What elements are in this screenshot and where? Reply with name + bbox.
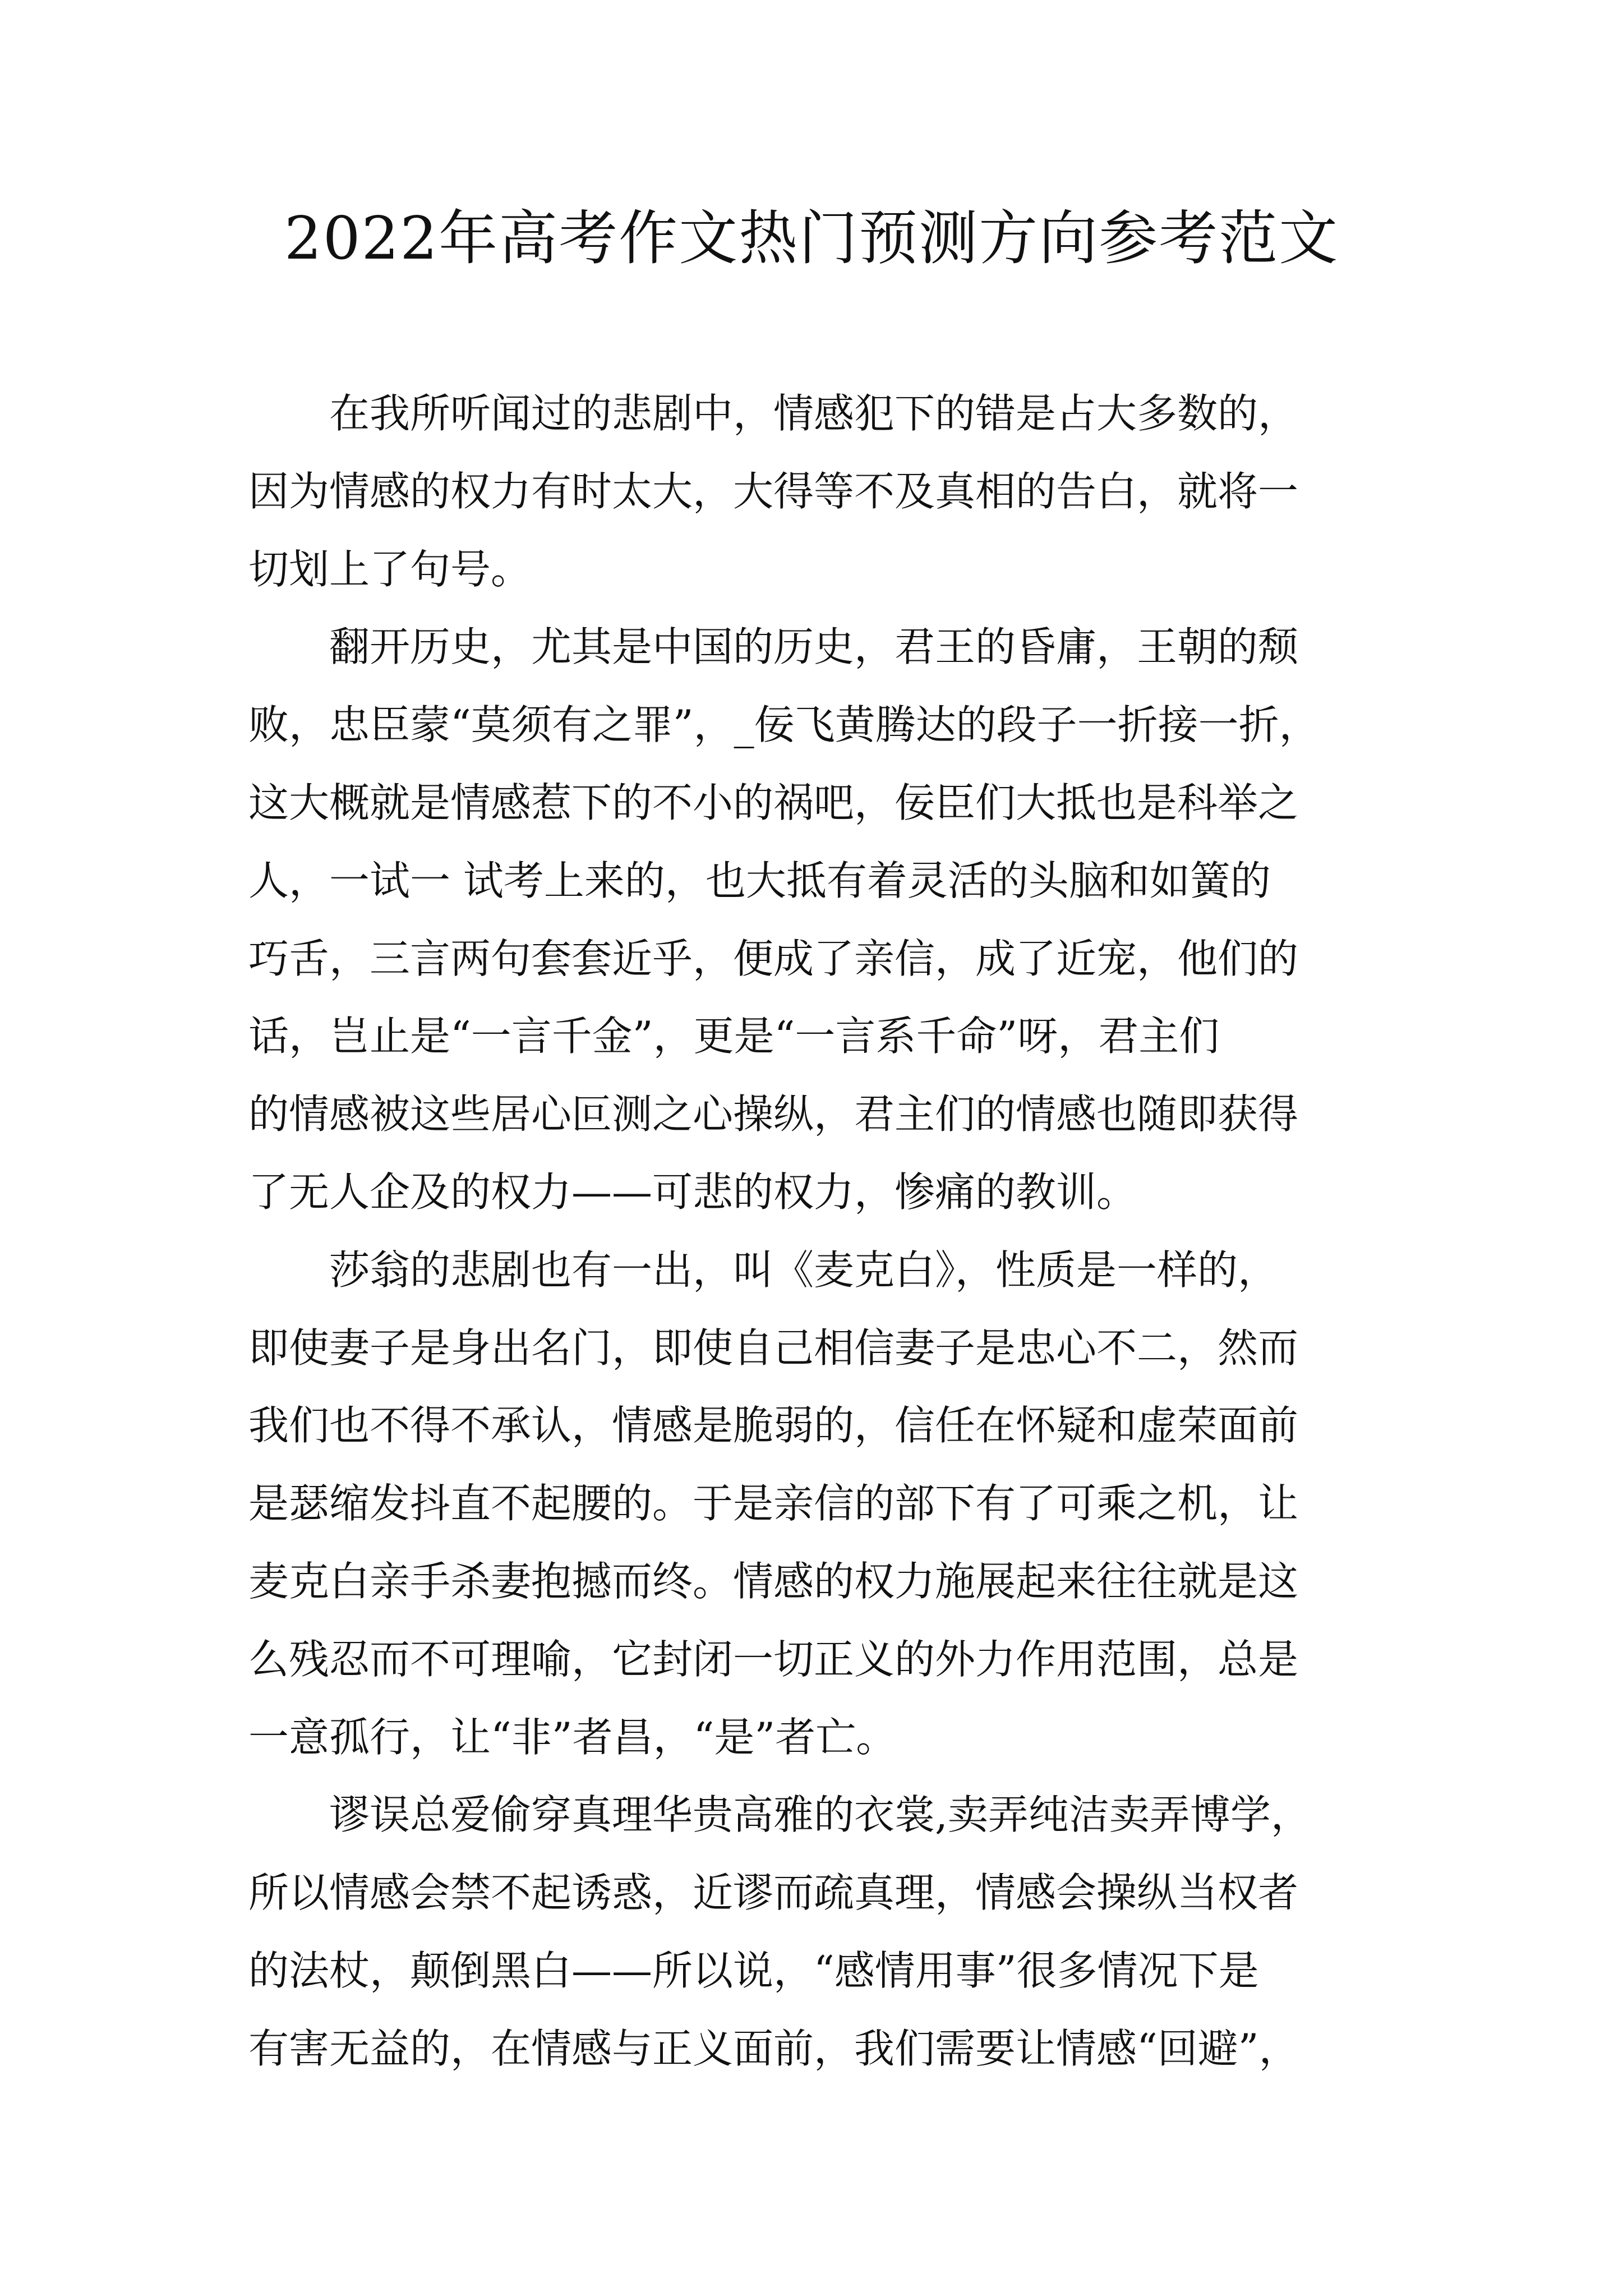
- text-line: 败，忠臣蒙“莫须有之罪”，_佞飞黄腾达的段子一折接一折，: [248, 701, 1320, 749]
- text-line: 话，岂止是“一言千金”，更是“一言系千命”呀，君主们: [248, 1013, 1220, 1060]
- text-line: 巧舌，三言两句套套近乎，便成了亲信，成了近宠，他们的: [248, 935, 1299, 982]
- text-line: 即使妻子是身出名门，即使自己相信妻子是忠心不二，然而: [248, 1324, 1299, 1372]
- text-line: 的法杖，颠倒黑白——所以说，“感情用事”很多情况下是: [248, 1947, 1259, 1994]
- text-line: 了无人企及的权力——可悲的权力，惨痛的教训。: [248, 1168, 1137, 1216]
- text-line: 在我所听闻过的悲剧中，情感犯下的错是占大多数的，: [329, 390, 1299, 437]
- text-line: 这大概就是情感惹下的不小的祸吧，佞臣们大抵也是科举之: [248, 779, 1299, 826]
- text-line: 麦克白亲手杀妻抱撼而终。情感的权力施展起来往往就是这: [248, 1557, 1299, 1605]
- paragraph-2: [248, 608, 1395, 1231]
- text-line: 人，一试一 试考上来的，也大抵有着灵活的头脑和如簧的: [248, 857, 1271, 904]
- text-line: 因为情感的权力有时太大，大得等不及真相的告白，就将一: [248, 467, 1299, 515]
- text-line: 的情感被这些居心叵测之心操纵，君主们的情感也随即获得: [248, 1091, 1299, 1138]
- text-line: 我们也不得不承认，情感是脆弱的，信任在怀疑和虚荣面前: [248, 1402, 1299, 1450]
- text-line: 莎翁的悲剧也有一出，叫《麦克白》，性质是一样的，: [329, 1246, 1279, 1294]
- text-line: 是瑟缩发抖直不起腰的。于是亲信的部下有了可乘之机，让: [248, 1480, 1299, 1527]
- document-title: 2022年高考作文热门预测方向参考范文: [284, 204, 1339, 273]
- text-line: 翻开历史，尤其是中国的历史，君王的昏庸，王朝的颓: [329, 623, 1299, 671]
- text-line: 么残忍而不可理喻，它封闭一切正义的外力作用范围，总是: [248, 1635, 1299, 1683]
- text-line: 谬误总爱偷穿真理华贵高雅的衣裳,卖弄纯洁卖弄博学，: [329, 1791, 1311, 1839]
- paragraph-4: [248, 1776, 1395, 2087]
- text-line: 一意孤行，让“非”者昌，“是”者亡。: [248, 1713, 897, 1761]
- text-line: 有害无益的，在情感与正义面前，我们需要让情感“回避”，: [248, 2024, 1299, 2072]
- paragraph-1: [248, 375, 1395, 608]
- paragraph-3: [248, 1231, 1395, 1777]
- text-line: 所以情感会禁不起诱惑，近谬而疏真理，情感会操纵当权者: [248, 1869, 1299, 1917]
- document-body: [248, 375, 1395, 2088]
- text-line: 切划上了句号。: [248, 545, 532, 593]
